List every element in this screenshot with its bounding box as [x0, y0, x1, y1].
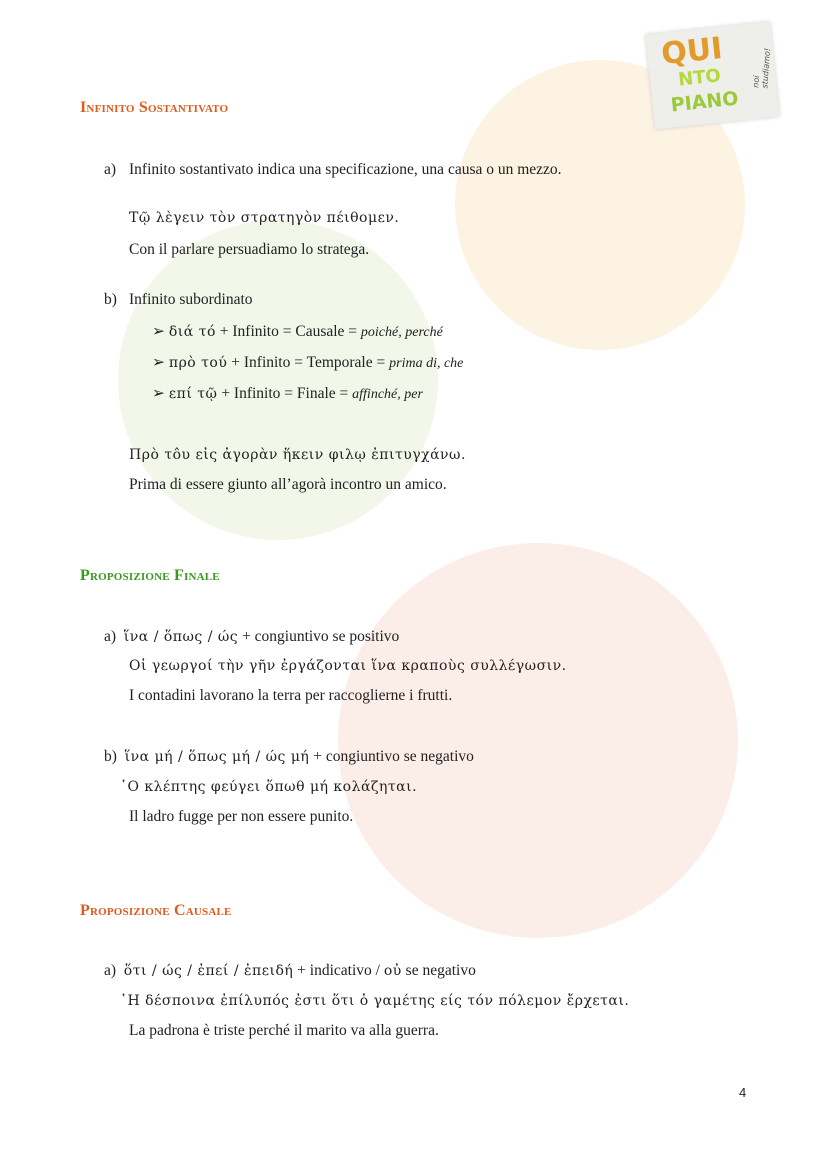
translation: La padrona è triste perché il marito va alla guerra. — [129, 1022, 439, 1039]
bullet-item — [152, 353, 463, 372]
rule-line — [104, 748, 474, 766]
greek-example: ῾Ο κλέπτης φεύγει ὅπωθ μή κολάζηται. — [120, 779, 418, 795]
bullet-meaning: poiché, perché — [360, 325, 443, 340]
section-title-proposizione-causale: Proposizione Causale — [80, 902, 232, 919]
bullet-text: + Infinito = Finale = — [217, 385, 353, 402]
rule-text: se negativo — [401, 962, 476, 979]
greek-conjunctions: ἵνα / ὅπως / ώς — [123, 629, 239, 645]
section-title-proposizione-finale: Proposizione Finale — [80, 567, 220, 584]
bullet-meaning: prima di, che — [389, 356, 464, 371]
rule-text: + congiuntivo se positivo — [238, 628, 400, 645]
arrow-bullet-icon: ➢ — [152, 323, 169, 340]
logo-line-1: QUI — [659, 30, 725, 73]
arrow-bullet-icon: ➢ — [152, 354, 169, 371]
logo-line-3: PIANO — [669, 87, 740, 117]
list-marker-b: b) — [104, 291, 117, 308]
translation: Il ladro fugge per non essere punito. — [129, 808, 354, 825]
greek-negation: οὐ — [383, 963, 402, 979]
rule-line — [104, 628, 399, 646]
list-marker-a: a) — [104, 628, 117, 645]
greek-conjunctions: ὅτι / ώς / ἐπεί / ἐπειδή — [123, 963, 294, 979]
logo-line-2: NTO — [677, 65, 722, 91]
list-marker-a: a) — [104, 161, 117, 178]
quinto-piano-logo — [645, 22, 779, 130]
bullet-item — [152, 384, 423, 403]
greek-conjunctions: ἵνα μή / ὅπως μή / ώς μή — [124, 749, 310, 765]
page-number: 4 — [739, 1085, 747, 1100]
rule-text: + congiuntivo se negativo — [309, 748, 474, 765]
section-title-infinito-sostantivato: Infinito Sostantivato — [80, 99, 229, 116]
bullet-item — [152, 322, 443, 341]
translation: I contadini lavorano la terra per raccoglierne i frutti. — [129, 687, 453, 704]
greek-conjunction: διά τό — [168, 324, 216, 340]
greek-example: ῾Η δέσποινα ἐπίλυπός ἐστι ὅτι ὁ γαμέτης είς τόν πόλεμον ἔρχεται. — [120, 993, 630, 1009]
rule-line — [104, 962, 476, 980]
rule-text: Infinito subordinato — [129, 291, 253, 308]
bullet-meaning: affinché, per — [352, 387, 423, 402]
arrow-bullet-icon: ➢ — [152, 385, 169, 402]
bullet-text: + Infinito = Temporale = — [227, 354, 390, 371]
rule-text: Infinito sostantivato indica una specificazione, una causa o un mezzo. — [129, 161, 562, 178]
greek-example: Πρὸ τôυ εἰς ἀγορὰν ἥκειν φιλῳ ἐπιτυγχάνω. — [129, 447, 466, 463]
greek-example: Τῷ λὲγειν τὸν στρατηγὸν πέιθομεν. — [129, 210, 400, 226]
list-marker-a: a) — [104, 962, 117, 979]
greek-conjunction: πρὸ τού — [168, 355, 228, 371]
translation: Prima di essere giunto all’agorà incontro un amico. — [129, 476, 447, 493]
translation: Con il parlare persuadiamo lo stratega. — [129, 241, 370, 258]
logo-tagline: noi studiamo! — [751, 47, 773, 89]
list-marker-b: b) — [104, 748, 117, 765]
decor-circle-pink — [338, 543, 738, 938]
greek-conjunction: επί τῷ — [168, 386, 218, 402]
greek-example: Οἱ γεωργοί τὴν γῆν ἐργάζονται ἵνα κραποὺς συλλέγωσιν. — [129, 658, 567, 674]
rule-text: + indicativo / — [293, 962, 384, 979]
bullet-text: + Infinito = Causale = — [215, 323, 361, 340]
